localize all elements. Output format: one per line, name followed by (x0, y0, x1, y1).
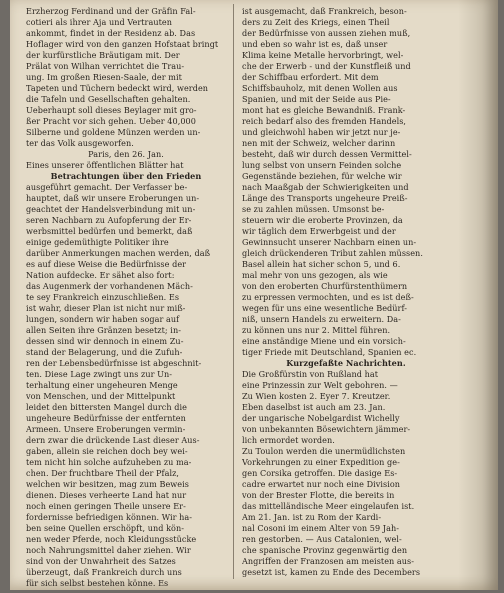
text-line: Tapeten und Tüchern bedeckt wird, werden (26, 83, 209, 93)
text-line: che der Erwerb - und der Kunstfleiß und (242, 61, 411, 71)
text-line: ten. Diese Lage zwingt uns zur Un- (26, 369, 173, 379)
text-line: tem nicht hin solche aufzuheben zu ma- (26, 457, 192, 467)
text-line: darüber Anmerkungen machen werden, daß (26, 248, 211, 258)
text-line: Gegenstände beziehen, für welche wir (242, 171, 402, 181)
text-line: nach Maaßgab der Schwierigkeiten und (242, 182, 409, 192)
text-line: es auf diese Weise die Bedürfnisse der (26, 259, 187, 269)
text-line: mal mehr von uns gezogen, als wie (242, 270, 388, 280)
text-line: nal Cosoni im einem Alter von 59 Jah- (242, 523, 400, 533)
text-line: tiger Friede mit Deutschland, Spanien ec. (242, 347, 417, 357)
text-line: ren gestorben. — Aus Catalonien, wel- (242, 534, 402, 544)
text-line: fordernisse befriedigen können. Wir ha- (26, 512, 193, 522)
text-line: einige gedemüthigte Politiker ihre (26, 237, 169, 247)
text-line: das mittelländische Meer eingelaufen ist. (242, 501, 415, 511)
text-line: dessen sind wir dennoch in einem Zu- (26, 336, 184, 346)
text-line: welchen wir besitzen, mag zum Beweis (26, 479, 189, 489)
text-line: Schiffsbauholz, mit denen Wollen aus (242, 83, 398, 93)
text-line: Eines unserer öffentlichen Blätter hat (26, 160, 184, 170)
text-line: chen. Der fruchtbare Theil der Pfalz, (26, 468, 180, 478)
text-line: der ungarische Nobelgardist Wichelly (242, 413, 400, 423)
text-line: se zu zahlen müssen. Umsonst be- (242, 204, 385, 214)
text-line: von den eroberten Churfürstenthümern (242, 281, 408, 291)
text-line: eine anständige Miene und ein vorsich- (242, 336, 406, 346)
text-line: ders zu Zeit des Kriegs, einen Theil (242, 17, 390, 27)
text-line: Die Großfürstin von Rußland hat (242, 369, 379, 379)
text-line: che spanische Provinz gegenwärtig den (242, 545, 408, 555)
text-line: Gewinnsucht unserer Nachbarn einen un- (242, 237, 417, 247)
text-line: Erzherzog Ferdinand und der Gräfin Fal- (26, 6, 196, 16)
text-line: steuern wir die eroberte Provinzen, da (242, 215, 403, 225)
text-line: besteht, daß wir durch dessen Vermittel- (242, 149, 412, 159)
text-line: Am 21. Jan. ist zu Rom der Kardi- (242, 512, 382, 522)
left-column (26, 6, 226, 589)
text-line: lungen, sondern wir haben sogar auf (26, 314, 180, 324)
text-line: ausgeführt gemacht. Der Verfasser be- (26, 182, 188, 192)
text-line: und gleichwohl haben wir jetzt nur je- (242, 127, 401, 137)
text-line: te sey Frankreich einzuschließen. Es (26, 292, 180, 302)
text-line: das Augenmerk der vorhandenen Mäch- (26, 281, 193, 291)
text-line: Kurzgefaßte Nachrichten. (286, 358, 406, 368)
text-line: seren Nachbarn zu Aufopferung der Er- (26, 215, 192, 225)
text-line: hauptet, daß wir unsere Eroberungen un- (26, 193, 200, 203)
text-line: terhaltung einer ungeheuren Menge (26, 380, 178, 390)
text-line: für sich selbst bestehen könne. Es (26, 578, 169, 588)
text-line: Silberne und goldene Münzen werden un- (26, 127, 201, 137)
text-line: der kurfürstliche Bräutigam mit. Der (26, 50, 180, 60)
text-line: gesetzt ist, kamen zu Ende des Decembers (242, 567, 421, 577)
right-column (242, 6, 450, 578)
text-line: stand der Belagerung, und die Zufuh- (26, 347, 183, 357)
newspaper-page (10, 0, 498, 590)
page-fold-shadow (458, 0, 498, 590)
text-line: eine Prinzessin zur Welt gebohren. — (242, 380, 398, 390)
text-line: dienen. Dieses verheerte Land hat nur (26, 490, 187, 500)
text-line: lich ermordet worden. (242, 435, 335, 445)
text-line: cotieri als ihrer Aja und Vertrauten (26, 17, 173, 27)
text-line: niß, unsern Handels zu erweitern. Da- (242, 314, 401, 324)
text-line: Klima keine Metalle hervorbringt, wel- (242, 50, 404, 60)
text-line: Nation aufdecke. Er sähet also fort: (26, 270, 175, 280)
text-line: von Menschen, und der Mittelpunkt (26, 391, 176, 401)
text-line: Paris, den 26. Jan. (88, 149, 164, 159)
text-line: wegen für uns eine wesentliche Bedürf- (242, 303, 407, 313)
text-line: gaben, allein sie reichen doch bey wei- (26, 446, 188, 456)
text-line: ben seine Quellen erschöpft, und kön- (26, 523, 185, 533)
text-line: ßer Pracht vor sich gehen. Ueber 40,000 (26, 116, 196, 126)
text-line: ter das Volk ausgeworfen. (26, 138, 134, 148)
text-line: Prälat von Wilhan verrichtet die Trau- (26, 61, 185, 71)
text-line: noch einen geringen Theile unsere Er- (26, 501, 186, 511)
text-line: Ueberhaupt soll dieses Beylager mit gro- (26, 105, 197, 115)
text-line: der Bedürfnisse von aussen ziehen muß, (242, 28, 411, 38)
text-line: wir täglich dem Erwerbgeist und der (242, 226, 396, 236)
text-line: zu können uns nur 2. Mittel führen. (242, 325, 391, 335)
text-line: überzeugt, daß Frankreich durch uns (26, 567, 182, 577)
text-line: der Schiffbau erfordert. Mit dem (242, 72, 379, 82)
text-line: von der Brester Flotte, die bereits in (242, 490, 395, 500)
text-line: die Tafeln und Gesellschaften gehalten. (26, 94, 191, 104)
text-line: Betrachtungen über den Frieden (50, 171, 202, 181)
text-line: nen weder Pferde, noch Kleidungsstücke (26, 534, 197, 544)
text-line: gen Corsika getroffen. Die dasige Es- (242, 468, 398, 478)
text-line: Angriffen der Franzosen am meisten aus- (242, 556, 415, 566)
text-line: nen mit der Schweiz, welcher darinn (242, 138, 396, 148)
text-line: ankommt, findet in der Residenz ab. Das (26, 28, 196, 38)
text-line: dern zwar die drückende Last dieser Aus- (26, 435, 200, 445)
text-line: ung. Im großen Riesen-Saale, der mit (26, 72, 182, 82)
text-line: Basel allein hat sicher schon 5, und 6. (242, 259, 401, 269)
text-line: zu erpressen vermochten, und es ist deß- (242, 292, 414, 302)
text-line: Armeen. Unsere Eroberungen vermin- (26, 424, 186, 434)
text-line: ist wahr, dieser Plan ist nicht nur miß- (26, 303, 186, 313)
text-line: leidet den bittersten Mangel durch die (26, 402, 187, 412)
text-line: von unbekannten Bösewichtern jämmer- (242, 424, 411, 434)
text-line: und eben so wahr ist es, daß unser (242, 39, 388, 49)
text-line: Zu Toulon werden die unermüdlichsten (242, 446, 406, 456)
text-line: geachtet der Handelsverbindung mit un- (26, 204, 196, 214)
text-line: mont hat es gleiche Bewandniß. Frank- (242, 105, 406, 115)
column-divider (233, 4, 234, 579)
text-line: cadre erwartet nur noch eine Division (242, 479, 401, 489)
text-line: allen Seiten ihre Gränzen besetzt; in- (26, 325, 181, 335)
text-line: Länge des Transports ungeheure Preiß- (242, 193, 408, 203)
text-line: werbsmittel bedürfen und bemerkt, daß (26, 226, 193, 236)
text-line: gleich drückenderen Tribut zahlen müssen. (242, 248, 423, 258)
text-line: ist ausgemacht, daß Frankreich, beson- (242, 6, 407, 16)
text-line: ungeheure Bedürfnisse der entfernten (26, 413, 186, 423)
text-line: reich bedarf also des fremden Handels, (242, 116, 407, 126)
text-line: Eben daselbst ist auch am 23. Jan. (242, 402, 386, 412)
text-line: Vorkehrungen zu einer Expedition ge- (242, 457, 400, 467)
text-line: lung selbst von unsern Feinden solche (242, 160, 402, 170)
text-line: Hoflager wird von den ganzen Hofstaat bringt (26, 39, 219, 49)
text-line: sind von der Unwahrheit des Satzes (26, 556, 176, 566)
text-line: Zu Wien kosten 2. Eyer 7. Kreutzer. (242, 391, 391, 401)
text-line: noch Nahrungsmittel daher ziehen. Wir (26, 545, 191, 555)
text-line: ren der Lebensbedürfnisse ist abgeschnit- (26, 358, 202, 368)
text-line: Spanien, und mit der Seide aus Pie- (242, 94, 391, 104)
